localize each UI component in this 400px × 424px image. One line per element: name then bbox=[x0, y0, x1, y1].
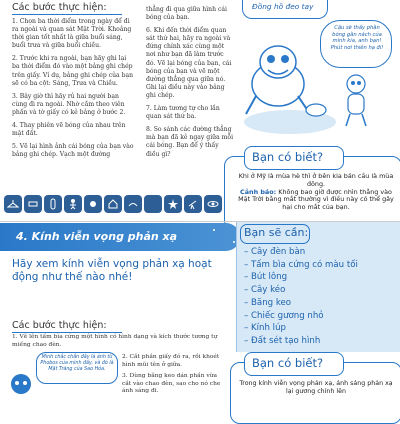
steps-title-underline-2 bbox=[12, 332, 122, 333]
list-item: – Bút lông bbox=[244, 271, 394, 284]
moon-icon bbox=[208, 224, 238, 250]
speech-bubble-2-text: Mình chắc chắn đây là ảnh từ Phobos của mình đấy, và đó là Mặt Trăng của Sao Hỏa. bbox=[40, 355, 114, 372]
speech-bubble-text: Cậu sẽ thấy phần bóng gần nách của mình kìa, anh bạn! Phút nơi thiên hạ đi! bbox=[330, 25, 384, 51]
step-1: 1. Chọn ba thời điểm trong ngày để đi ra ngoài và quan sát Mặt Trời. Khoảng thời gian tốt nhất là giữa buổi sáng, buổi trưa và giữa buổi chiều. bbox=[12, 18, 132, 50]
did-you-know-title-2: Bạn có biết? bbox=[252, 356, 324, 370]
telescope-step-3: 3. Dùng băng keo dán phần vừa cắt vào chao đèn, sao cho nó che ánh sáng đi. bbox=[122, 373, 221, 395]
steps-column-2 bbox=[146, 6, 234, 164]
orbit-icon bbox=[204, 195, 222, 213]
steps-title-2: Các bước thực hiện: bbox=[12, 320, 107, 331]
star-icon bbox=[164, 195, 182, 213]
step-6: 6. Khi đến thời điểm quan sát thứ hai, hãy ra ngoài và đứng chính xác cùng một nơi như bạn đã làm trước đó. Vẽ lại bóng của bạn, cái bóng của bạn và vẽ một đường thẳng qua giữa nó. Ghi lại điều này vào bảng ghi chép. bbox=[146, 27, 232, 99]
list-item: – Chiếc gương nhỏ bbox=[244, 310, 394, 323]
section-title: 4. Kính viễn vọng phản xạ bbox=[16, 230, 178, 243]
telescope-steps-col-2 bbox=[122, 354, 226, 396]
steps-column-1 bbox=[12, 18, 134, 164]
warning-line bbox=[236, 189, 396, 212]
warning-label: Cảnh báo: bbox=[240, 187, 277, 196]
step-8: 8. So sánh các đường thẳng mà bạn đã kẻ ngay giữa mỗi cái bóng. Bạn để ý thấy điều gì? bbox=[146, 126, 234, 158]
intro-question: Hãy xem kính viễn vọng phản xạ hoạt động như thế nào nhé! bbox=[12, 258, 212, 283]
step-7: 7. Làm tương tự cho lần quan sát thứ ba. bbox=[146, 105, 220, 121]
list-item: – Tấm bìa cứng có màu tối bbox=[244, 259, 394, 272]
steps-title-underline bbox=[12, 14, 122, 15]
did-you-know-line: Khi ở Mỹ là mùa hè thì ở bên kia bán cầu là mùa đông. bbox=[238, 172, 394, 188]
telescope-icon bbox=[184, 195, 202, 213]
house-icon bbox=[104, 195, 122, 213]
character-illustration bbox=[4, 372, 38, 400]
step-4: 4. Thay phiên vẽ bóng của nhau trên mặt đất. bbox=[12, 122, 126, 138]
mascot-caption: Đồng hồ đeo tay bbox=[252, 2, 314, 11]
hanger-icon bbox=[4, 195, 22, 213]
you-will-need-title: Bạn sẽ cần: bbox=[244, 226, 309, 239]
did-you-know-title: Bạn có biết? bbox=[252, 150, 324, 164]
figure-icon bbox=[64, 195, 82, 213]
moon-icon bbox=[144, 195, 162, 213]
you-will-need-list bbox=[244, 246, 394, 348]
step-2: 2. Trước khi ra ngoài, bạn hãy ghi lại ba thời điểm đó vào một bảng ghi chép trên giấy. Ví dụ, bảng ghi chép của bạn sẽ có ba cột: Sáng, Trưa và Chiều. bbox=[12, 55, 134, 87]
tube-icon bbox=[44, 195, 62, 213]
step-3: 3. Bây giờ thì hãy rủ hai người bạn cùng đi ra ngoài. Nhờ cầm theo viên phấn và tờ giấy có kẻ bảng ở bước 2. bbox=[12, 92, 126, 116]
steps-title: Các bước thực hiện: bbox=[12, 2, 107, 13]
list-item: – Đất sét tạo hình bbox=[244, 335, 394, 348]
telescope-step-2: 2. Cắt phần giấy đó ra, rồi khoét hình mũi tên ở giữa. bbox=[122, 354, 220, 368]
step-5-cont: thẳng đi qua giữa hình cái bóng của bạn. bbox=[146, 6, 227, 22]
list-item: – Cây kéo bbox=[244, 284, 394, 297]
did-you-know-body bbox=[236, 173, 396, 212]
telescope-step-1: 1. Vẽ lên tấm bìa cứng một hình có hình dạng và kích thước tương tự miếng chao đèn. bbox=[12, 334, 218, 348]
small-character-illustration bbox=[336, 70, 376, 130]
warning-text: Không bao giờ được nhìn thẳng vào Mặt Trời bằng mắt thường vì điều này có thể gây hại cho mắt của bạn. bbox=[238, 187, 394, 212]
sky-icon bbox=[124, 195, 142, 213]
list-item: – Băng keo bbox=[244, 297, 394, 310]
list-item: – Cây đèn bàn bbox=[244, 246, 394, 259]
step-5: 5. Vẽ lại hình ảnh cái bóng của bạn vào bảng ghi chép. Vạch một đường bbox=[12, 143, 134, 159]
list-item: – Kính lúp bbox=[244, 322, 394, 335]
ruler-icon bbox=[24, 195, 42, 213]
sun-icon bbox=[84, 195, 102, 213]
did-you-know-body-2: Trong kính viễn vọng phản xạ, ánh sáng phản xạ lại gương chính lên bbox=[239, 380, 393, 395]
